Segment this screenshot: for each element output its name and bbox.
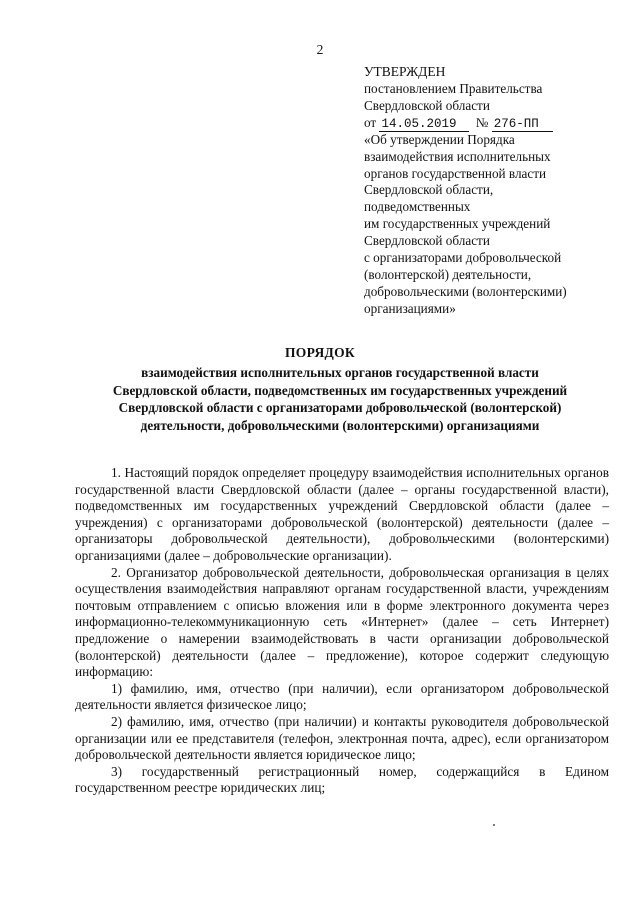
approval-date: 14.05.2019 (379, 117, 468, 132)
subtitle-line: деятельности, добровольческими (волонтерскими) организациями (140, 417, 540, 433)
document-body (75, 465, 609, 797)
approval-title-line: подведомственных (364, 199, 471, 215)
approval-title-line: Свердловской области (364, 233, 490, 249)
approval-heading: УТВЕРЖДЕН (364, 64, 446, 79)
page-number: 2 (316, 42, 324, 57)
approval-title-line: Свердловской области, (364, 182, 494, 198)
approval-title-line: «Об утверждении Порядка (364, 131, 515, 147)
list-item-3: 3) государственный регистрационный номер, содержащийся в Едином государственном реестре юридических лиц; (75, 763, 609, 796)
number-prefix: № (475, 114, 489, 130)
paragraph-2: 2. Организатор добровольческой деятельности, добровольческая организация в целях осуществления взаимодействия направляют органам государственной власти, учреждениям почтовым отправлением с описью вложения или в форме электронного документа через информационно-телекоммуникационную сеть «Интернет» (далее – сеть Интернет) предложение о намерении взаимодействовать в части организации добровольческой (волонтерской) деятельности (далее – предложение), которое содержит следующую информацию: (75, 564, 609, 680)
subtitle-line: Свердловской области, подведомственных им государственных учреждений (112, 382, 568, 398)
approval-line-1: постановлением Правительства (364, 80, 543, 96)
approval-block (364, 64, 614, 318)
approval-title-line: организациями» (364, 300, 456, 316)
subtitle-line: Свердловской области с организаторами добровольческой (волонтерской) (118, 400, 562, 415)
approval-title-line: (волонтерской) деятельности, (364, 266, 532, 282)
approval-title-line: взаимодействия исполнительных (364, 148, 551, 164)
approval-title-line: добровольческими (волонтерскими) (364, 283, 567, 299)
paragraph-1: 1. Настоящий порядок определяет процедуру взаимодействия исполнительных органов государственной власти Свердловской области (далее – органы государственной власти), подведомственных им государственных учреждений Свердловской области (далее – учреждения) с организаторами добровольческой (волонтерской) деятельности (далее – организаторы добровольческой деятельности), добровольческими (волонтерскими) организациями (далее – добровольческие организации). (75, 465, 609, 563)
scan-speck (493, 824, 495, 826)
approval-title-line: с организаторами добровольческой (364, 250, 562, 266)
list-item-1: 1) фамилию, имя, отчество (при наличии), если организатором добровольческой деятельности является физическое лицо; (75, 680, 609, 713)
approval-number: 276-ПП (492, 117, 553, 132)
list-item-2: 2) фамилию, имя, отчество (при наличии) и контакты руководителя добровольческой организации или ее представителя (телефон, электронная почта, адрес), если организатором добровольческой деятельности является юридическое лицо; (75, 713, 609, 763)
scan-speck (418, 596, 420, 598)
approval-date-line (364, 115, 614, 132)
approval-title-line: им государственных учреждений (364, 216, 551, 232)
document-subtitle (70, 364, 610, 434)
approval-title-line: органов государственной власти (364, 165, 547, 181)
subtitle-line: взаимодействия исполнительных органов государственной власти (141, 365, 539, 380)
date-prefix: от (364, 114, 377, 130)
approval-line-2: Свердловской области (364, 97, 490, 113)
document-title: ПОРЯДОК (284, 345, 355, 360)
